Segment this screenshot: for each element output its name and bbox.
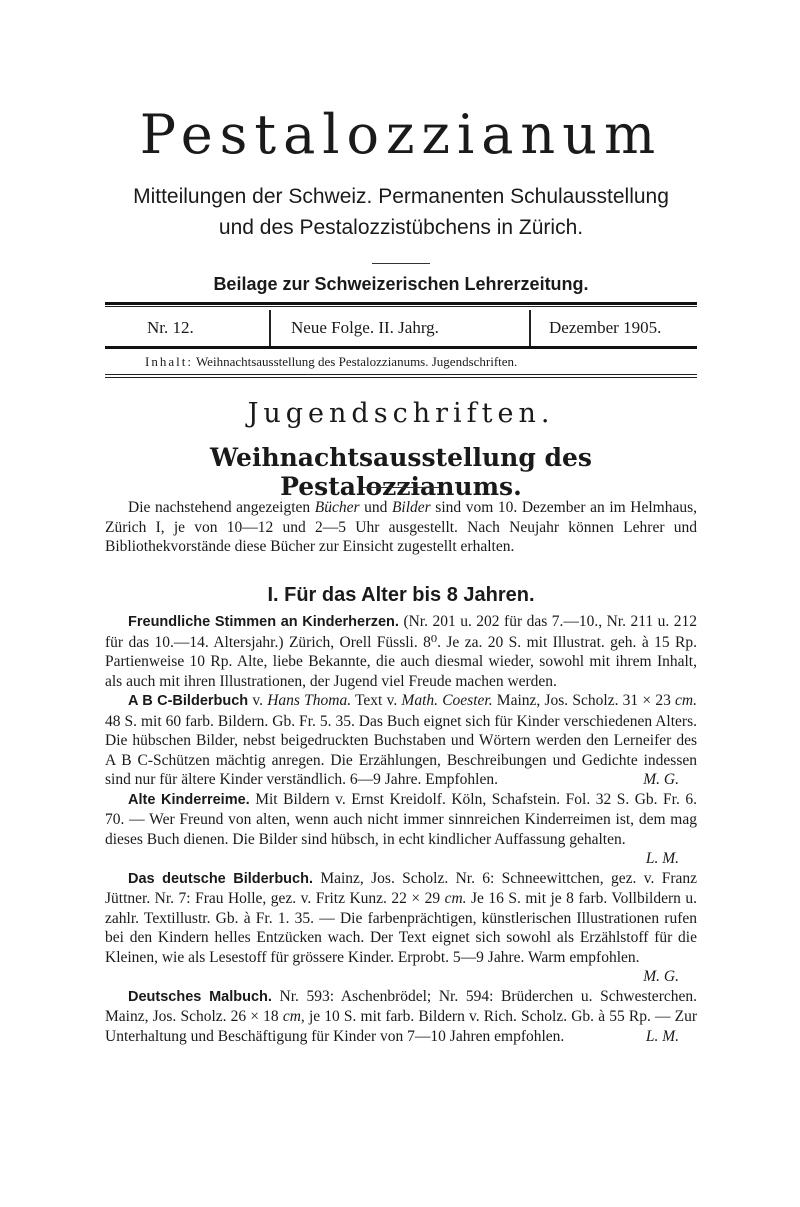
divider [105, 302, 697, 305]
review-entry [105, 790, 697, 869]
review-text: 48 S. mit 60 farb. Bildern. Gb. Fr. 5. 35. Das Buch eignet sich für Kinder verschiedenen Alters. Die hübschen Bilder, nebst beigedruckten Buchstaben und Wörtern werden den Lerneifer des A B C-Schützen mächtig anregen. Die Erzählungen, Beschreibungen und Gedichte indessen sind nur für ältere Kinder verständlich. 6—9 Jahre. Empfohlen. [105, 712, 697, 788]
reviewer-signature: M. G. [643, 968, 679, 985]
divider [372, 263, 430, 264]
book-title: Alte Kinderreime. [128, 791, 250, 808]
age-group-heading: I. Für das Alter bis 8 Jahren. [267, 584, 535, 606]
issue-date: Dezember 1905. [529, 310, 697, 346]
book-title: Deutsches Malbuch. [128, 988, 272, 1005]
intro-pictures: Bilder [391, 499, 431, 516]
review-list [105, 612, 697, 1046]
divider [105, 377, 697, 378]
author-name: Math. Coester. [401, 692, 493, 709]
contents-text: Weihnachtsausstellung des Pestalozzianums. Jugendschriften. [195, 354, 518, 369]
review-entry [105, 612, 697, 691]
supplement-note: Beilage zur Schweizerischen Lehrerzeitung. [213, 274, 589, 294]
review-text: v. [248, 692, 268, 709]
review-text: Mit Bildern v. Ernst Kreidolf. Köln, Schafstein. Fol. 32 S. Gb. Fr. 6. 70. — Wer Freund von alten, wenn auch nicht immer sinnreichen Kinderreimen ist, dem mag dieses Buch dienen. Die Bilder sind hübsch, in echt kindlicher Auffassung gehalten. [105, 790, 697, 848]
unit: cm. [444, 890, 467, 907]
contents-label: Inhalt: [145, 354, 193, 369]
intro-books: Bücher [314, 499, 360, 516]
intro-paragraph [105, 498, 697, 557]
book-title: A B C-Bilderbuch [128, 693, 249, 709]
reviewer-signature: L. M. [645, 1027, 679, 1045]
section-subtitle: Weihnachtsausstellung des Pestalozzianums. [210, 443, 592, 501]
review-text: Text v. [351, 692, 402, 709]
review-text: Nr. 593: Aschenbrödel; Nr. 594: Brüderchen u. Schwesterchen. Mainz, Jos. Scholz. 26 × 18 [105, 987, 697, 1025]
issue-number: Nr. 12. [147, 318, 194, 337]
masthead-subtitle-line-2: und des Pestalozzistübchens in Zürich. [218, 216, 584, 239]
review-entry [105, 869, 697, 987]
divider [105, 346, 697, 349]
review-entry [105, 987, 697, 1047]
review-text: je 10 S. mit farb. Bildern v. Rich. Scholz. Gb. à 55 Rp. — Zur Unterhaltung und Beschäftigung für Kinder von 7—10 Jahren empfohlen. [105, 1008, 697, 1045]
issue-series: Neue Folge. II. Jahrg. [269, 310, 529, 346]
intro-text: sind vom 10. Dezember an im Helmhaus, Zürich I, je von 10—12 und 2—5 Uhr ausgestellt. Nach Neujahr können Lehrer und Bibliothekvorstände diese Bücher zur Einsicht zugestellt erhalten. [105, 499, 698, 555]
divider [363, 487, 439, 488]
reviewer-signature: M. G. [643, 771, 679, 788]
author-name: Hans Thoma. [267, 692, 352, 709]
review-text: Je 16 S. mit je 8 farb. Vollbildern u. zahlr. Textillustr. Gb. à Fr. 1. 35. — Die farbenprächtigen, künstlerischen Illustrationen rufen bei den Kindern helles Entzücken wach. Der Text eignet sich sowohl als Erzählstoff für die Kleinen, wie als Lesestoff für grössere Kinder. Erprobt. 5—9 Jahre. Warm empfohlen. [105, 890, 697, 966]
divider [105, 374, 697, 375]
section-title: Jugendschriften. [247, 398, 555, 429]
unit: cm. [675, 692, 697, 709]
intro-text: und [359, 499, 392, 516]
intro-text: Die nachstehend angezeigten [128, 499, 315, 516]
review-text: (Nr. 201 u. 202 für das 7.—10., Nr. 211 u. 212 für das 10.—14. Altersjahr.) Zürich, Orell Füssli. 8⁰. Je za. 20 S. mit Illustrat. geh. à 15 Rp. Partienweise 10 Rp. Alte, liebe Bekannte, die auch diesmal wieder, sowohl mit ihrem Inhalt, als auch mit ihren Illustrationen, der Jugend viel Freude machen werden. [105, 613, 697, 690]
review-text: Mainz, Jos. Scholz. 31 × 23 [492, 692, 676, 709]
contents-line [145, 354, 517, 370]
masthead-title: Pestalozzianum [139, 103, 663, 166]
reviewer-signature: L. M. [645, 850, 679, 867]
issue-info-row [105, 310, 697, 346]
review-entry [105, 691, 697, 790]
book-title: Freundliche Stimmen an Kinderherzen. [128, 614, 399, 630]
review-text: Mainz, Jos. Scholz. Nr. 6: Schneewittchen, gez. v. Franz Jüttner. Nr. 7: Frau Holle, gez. v. Fritz Kunz. 22 × 29 [105, 869, 697, 907]
book-title: Das deutsche Bilderbuch. [128, 870, 313, 887]
divider [105, 306, 697, 307]
masthead-subtitle-line-1: Mitteilungen der Schweiz. Permanenten Schulausstellung [133, 185, 669, 208]
page [105, 0, 697, 1207]
unit: cm, [282, 1008, 305, 1025]
